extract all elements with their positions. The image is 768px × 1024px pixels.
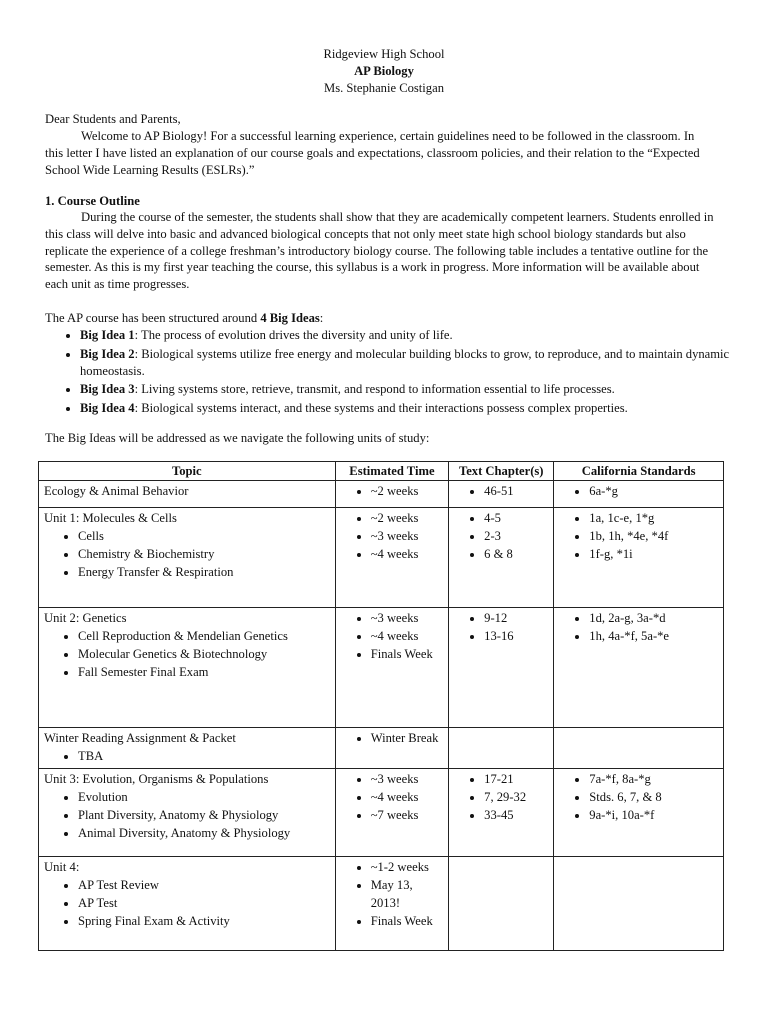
time-item: • ~4 weeks [371, 627, 443, 645]
chapter-item: • 17-21 [484, 770, 548, 788]
table-row [39, 608, 724, 728]
chapter-item-list [454, 609, 548, 645]
topic-list [44, 627, 330, 681]
chapter-item: • 4-5 [484, 509, 548, 527]
column-header-california-standards: California Standards [554, 462, 724, 481]
big-idea-label: Big Idea 1 [80, 328, 135, 342]
standards-cell [554, 608, 724, 728]
time-item-list [341, 509, 443, 563]
standards-cell [554, 857, 724, 951]
topic-cell [39, 857, 336, 951]
units-intro: The Big Ideas will be addressed as we navigate the following units of study: [45, 431, 430, 445]
chapter-item: • 2-3 [484, 527, 548, 545]
chapter-item: • 6 & 8 [484, 545, 548, 563]
text-chapters-cell [449, 508, 554, 608]
topic-item: • Cell Reproduction & Mendelian Genetics [78, 627, 330, 645]
standard-item: • 1h, 4a-*f, 5a-*e [589, 627, 718, 645]
big-idea-label: Big Idea 4 [80, 400, 135, 415]
standards-cell [554, 481, 724, 508]
chapter-item-list [454, 509, 548, 563]
school-name: Ridgeview High School [323, 47, 445, 61]
topic-list [44, 876, 330, 930]
estimated-time-cell [335, 481, 448, 508]
estimated-time-cell [335, 769, 448, 857]
text-chapters-cell [449, 857, 554, 951]
standard-item-list [559, 609, 718, 645]
estimated-time-cell [335, 857, 448, 951]
unit-title: Ecology & Animal Behavior [44, 484, 189, 498]
time-item: • Winter Break [371, 729, 443, 747]
standard-item: • 7a-*f, 8a-*g [589, 770, 718, 788]
standards-cell [554, 769, 724, 857]
time-item: • ~2 weeks [371, 509, 443, 527]
topic-list [44, 527, 330, 581]
time-item: • ~4 weeks [371, 788, 443, 806]
unit-title: Winter Reading Assignment & Packet [44, 731, 236, 745]
big-ideas-intro-before: The AP course has been structured around [45, 311, 261, 325]
standard-item-list [559, 509, 718, 563]
topic-item: • Molecular Genetics & Biotechnology [78, 645, 330, 663]
topic-item: • Spring Final Exam & Activity [78, 912, 330, 930]
topic-item: • Evolution [78, 788, 330, 806]
chapter-item-list [454, 482, 548, 500]
standard-item: • 1a, 1c-e, 1*g [589, 509, 718, 527]
intro-paragraph: Welcome to AP Biology! For a successful learning experience, certain guidelines need to be followed in the classroom. In this letter I have listed an explanation of our course goals and expectations, classroom policies, and their relation to the “Expected School Wide Learning Results (ESLRs).” [45, 129, 700, 177]
text-chapters-cell [449, 769, 554, 857]
topic-cell [39, 481, 336, 508]
topic-item: • Energy Transfer & Respiration [78, 563, 330, 581]
standard-item: • 9a-*i, 10a-*f [589, 806, 718, 824]
standards-cell [554, 728, 724, 769]
table-row [39, 481, 724, 508]
time-item: • May 13, 2013! [371, 876, 443, 912]
big-idea-item [80, 346, 730, 380]
time-item-list [341, 609, 443, 663]
column-header-estimated-time: Estimated Time [335, 462, 448, 481]
big-idea-item [80, 327, 730, 344]
big-idea-text: : Biological systems interact, and these systems and their interactions possess complex properties. [134, 400, 628, 415]
big-ideas-intro-after: : [319, 311, 324, 325]
big-ideas-list [62, 327, 730, 418]
text-chapters-cell [449, 481, 554, 508]
time-item: • Finals Week [371, 912, 443, 930]
estimated-time-cell [335, 608, 448, 728]
column-header-text-chapters: Text Chapter(s) [449, 462, 554, 481]
text-chapters-cell [449, 728, 554, 769]
time-item: • ~7 weeks [371, 806, 443, 824]
time-item: • ~2 weeks [371, 482, 443, 500]
time-item: • ~3 weeks [371, 609, 443, 627]
units-table [38, 461, 724, 951]
chapter-item: • 7, 29-32 [484, 788, 548, 806]
topic-cell [39, 508, 336, 608]
column-header-topic: Topic [39, 462, 336, 481]
big-idea-item [80, 400, 730, 417]
big-idea-item [80, 381, 730, 398]
standard-item-list [559, 770, 718, 824]
big-idea-label: Big Idea 3 [80, 382, 135, 396]
course-outline-paragraph: During the course of the semester, the students shall show that they are academically competent learners. Students enrolled in this class will delve into basic and advanced biological concepts that not only meet state high school biology standards but also replicate the experience of a college freshman’s introductory biology course. The following table includes a tentative outline for the semester. As this is my first year teaching the course, this syllabus is a work in progress. More information will be available about each unit as time progresses. [45, 210, 714, 292]
big-idea-text: : Living systems store, retrieve, transmit, and respond to information essential to life processes. [134, 382, 615, 396]
time-item-list [341, 858, 443, 930]
time-item: • Finals Week [371, 645, 443, 663]
course-title: AP Biology [354, 64, 414, 78]
standard-item: • 1d, 2a-g, 3a-*d [589, 609, 718, 627]
standard-item: • 6a-*g [589, 482, 718, 500]
topic-list [44, 747, 330, 765]
units-table-body [39, 481, 724, 951]
big-ideas-count: 4 Big Ideas [260, 311, 320, 325]
chapter-item-list [454, 770, 548, 824]
topic-item: • TBA [78, 747, 330, 765]
big-idea-text: : Biological systems utilize free energy and molecular building blocks to grow, to reproduce, and to maintain dynamic homeostasis. [80, 346, 730, 378]
time-item: • ~3 weeks [371, 770, 443, 788]
estimated-time-cell [335, 508, 448, 608]
topic-item: • AP Test [78, 894, 330, 912]
topic-item: • Chemistry & Biochemistry [78, 545, 330, 563]
standard-item: • 1f-g, *1i [589, 545, 718, 563]
standard-item: • 1b, 1h, *4e, *4f [589, 527, 718, 545]
table-row [39, 769, 724, 857]
time-item-list [341, 729, 443, 747]
topic-item: • Cells [78, 527, 330, 545]
big-idea-label: Big Idea 2 [80, 346, 135, 361]
salutation: Dear Students and Parents, [45, 112, 181, 126]
table-row [39, 728, 724, 769]
standards-cell [554, 508, 724, 608]
topic-item: • Fall Semester Final Exam [78, 663, 330, 681]
topic-cell [39, 608, 336, 728]
topic-list [44, 788, 330, 842]
section-heading-course-outline: 1. Course Outline [45, 194, 140, 208]
time-item-list [341, 770, 443, 824]
table-header-row [39, 462, 724, 481]
letter-header [0, 46, 768, 97]
time-item-list [341, 482, 443, 500]
unit-title: Unit 1: Molecules & Cells [44, 511, 177, 525]
topic-item: • AP Test Review [78, 876, 330, 894]
standard-item-list [559, 482, 718, 500]
chapter-item: • 46-51 [484, 482, 548, 500]
big-idea-text: : The process of evolution drives the diversity and unity of life. [134, 328, 453, 342]
unit-title: Unit 2: Genetics [44, 611, 127, 625]
topic-item: • Animal Diversity, Anatomy & Physiology [78, 824, 330, 842]
estimated-time-cell [335, 728, 448, 769]
topic-cell [39, 728, 336, 769]
table-row [39, 508, 724, 608]
time-item: • ~4 weeks [371, 545, 443, 563]
chapter-item: • 9-12 [484, 609, 548, 627]
teacher-name: Ms. Stephanie Costigan [324, 81, 444, 95]
unit-title: Unit 4: [44, 860, 80, 874]
topic-item: • Plant Diversity, Anatomy & Physiology [78, 806, 330, 824]
table-row [39, 857, 724, 951]
standard-item: • Stds. 6, 7, & 8 [589, 788, 718, 806]
time-item: • ~3 weeks [371, 527, 443, 545]
text-chapters-cell [449, 608, 554, 728]
time-item: • ~1-2 weeks [371, 858, 443, 876]
topic-cell [39, 769, 336, 857]
chapter-item: • 33-45 [484, 806, 548, 824]
unit-title: Unit 3: Evolution, Organisms & Populations [44, 772, 269, 786]
chapter-item: • 13-16 [484, 627, 548, 645]
big-ideas-intro [45, 310, 715, 327]
